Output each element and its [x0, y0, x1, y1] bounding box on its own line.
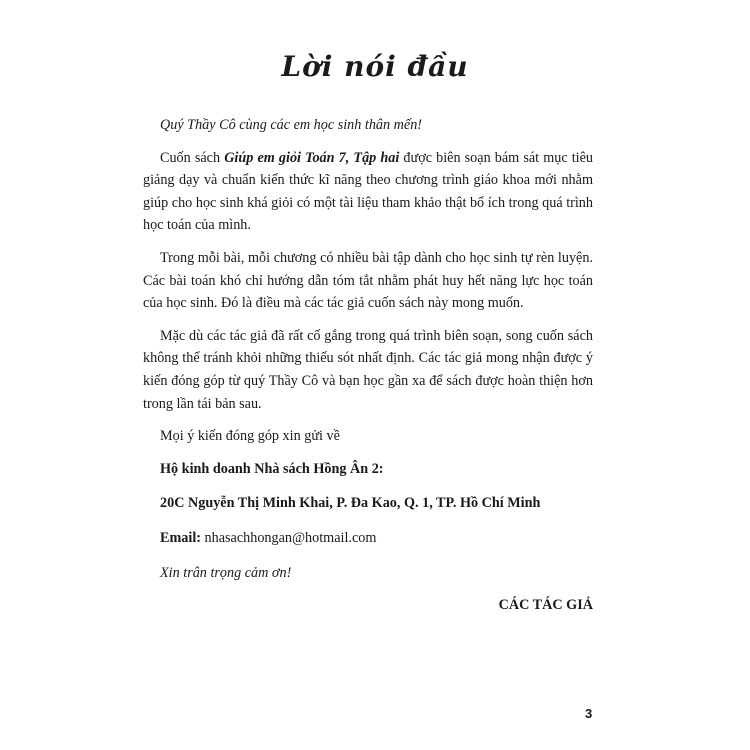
business-name: Hộ kinh doanh Nhà sách Hồng Ân 2: — [160, 460, 384, 477]
signature: CÁC TÁC GIẢ — [498, 597, 593, 614]
paragraph-1 — [143, 147, 593, 237]
email-label: Email: — [160, 529, 201, 546]
book-title: Giúp em giỏi Toán 7, Tập hai — [224, 149, 400, 166]
thanks-line: Xin trân trọng cảm ơn! — [160, 564, 292, 581]
para1-prefix: Cuốn sách — [160, 149, 225, 166]
greeting-line: Quý Thầy Cô cùng các em học sinh thân mến! — [160, 117, 423, 133]
email-line — [143, 527, 593, 550]
para1-suffix: được biên soạn bám sát mục tiêu giảng dạy và chuẩn kiến thức kĩ năng theo chương trình giáo khoa mới nhằm giúp cho học sinh khá giỏi có một tài liệu tham khảo thật bổ ích trong quá trình học toán của mình. — [143, 149, 594, 234]
email-value: nhasachhongan@hotmail.com — [200, 529, 377, 546]
paragraph-3: Mặc dù các tác giả đã rất cố gắng trong quá trình biên soạn, song cuốn sách không thể tránh khỏi những thiếu sót nhất định. Các tác giả mong nhận được ý kiến đóng góp từ quý Thầy Cô và bạn học gần xa để sách được hoàn thiện hơn trong lần tái bản sau. — [143, 327, 593, 412]
page-title: Lời nói đầu — [281, 50, 469, 83]
paragraph-2: Trong mỗi bài, mỗi chương có nhiều bài tập dành cho học sinh tự rèn luyện. Các bài toán khó chỉ hướng dẫn tóm tắt nhằm phát huy hết năng lực học toán của học sinh. Đó là điều mà các tác giả cuốn sách này mong muốn. — [143, 249, 593, 312]
page-number: 3 — [585, 706, 593, 721]
address-line: 20C Nguyễn Thị Minh Khai, P. Đa Kao, Q. 1, TP. Hồ Chí Minh — [160, 495, 541, 512]
contact-intro: Mọi ý kiến đóng góp xin gửi về — [160, 428, 340, 445]
preface-body — [143, 114, 593, 627]
